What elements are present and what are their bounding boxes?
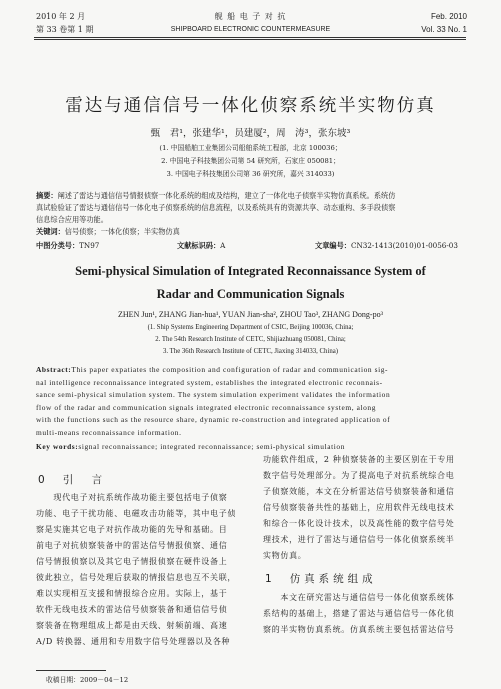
affiliation-cn-2: 2. 中国电子科技集团公司第 54 研究所，石家庄 050081； xyxy=(161,157,340,165)
doc-code-row xyxy=(177,240,225,252)
abstract-en-line: sance semi-physical simulation system. The system simulation experiment validates the information xyxy=(36,390,391,399)
text-line: 前电子对抗侦察装备中的雷达信号情报侦察、通信 xyxy=(36,541,228,550)
abstract-en-label: Abstract: xyxy=(36,365,72,374)
affiliation-cn-1: (1. 中国船舶工业集团公司船舶系统工程部，北京 100036； xyxy=(159,144,342,152)
affiliation-en-3: 3. The 36th Research Institute of CETC, Jiaxing 314033, China) xyxy=(162,348,339,355)
footnote-rule xyxy=(36,670,106,671)
authors-cn: 甄 君¹，张建华¹，员建厦²，周 涛³，张东坡³ xyxy=(150,128,351,139)
text-line: 数字信号处理部分。为了提高电子对抗系统综合电 xyxy=(263,471,455,480)
text-line: 彼此独立，信号处理后获取的情报信息也互不关联， xyxy=(36,573,237,582)
section-1-heading xyxy=(265,571,377,586)
right-column-text-b xyxy=(263,590,467,638)
class-no-label: 中图分类号： xyxy=(36,241,80,250)
doc-code: A xyxy=(220,241,226,250)
header-volume-en: Vol. 33 No. 1 xyxy=(421,25,467,34)
affiliation-cn-3: 3. 中国电子科技集团公司第 36 研究所，嘉兴 314033) xyxy=(166,170,335,178)
section-1-number: 1 xyxy=(265,573,276,585)
header-journal-en: SHIPBOARD ELECTRONIC COUNTERMEASURE xyxy=(170,26,331,33)
text-line: 功能、电子干扰功能、电磁攻击功能等，其中电子侦 xyxy=(36,509,237,518)
keywords-en-label: Key words: xyxy=(36,442,79,451)
text-line: 软件无线电技术的雷达信号侦察装备和通信信号侦 xyxy=(36,605,228,614)
text-line: 察是实施其它电子对抗作战功能的先导和基础。目 xyxy=(36,525,228,534)
left-column-text xyxy=(36,490,248,650)
abstract-cn xyxy=(36,190,466,238)
affiliation-en-2: 2. The 54th Research Institute of CETC, Shijiazhuang 050081, China; xyxy=(155,336,346,343)
text-line: 理技术，进行了雷达与通信信号一体化侦察系统半 xyxy=(263,535,455,544)
affiliation-en-1: (1. Ship Systems Engineering Department of CSIC, Beijing 100036, China; xyxy=(147,324,354,331)
paper-title-en-line-1: Semi-physical Simulation of Integrated Reconnaissance System of xyxy=(75,264,426,278)
keywords-en: signal reconnaissance; integrated reconnaissance; semi-physical simulation xyxy=(78,442,346,451)
keywords-cn: 信号侦察；一体化侦察；半实物仿真 xyxy=(64,227,180,236)
article-no-row xyxy=(315,240,458,252)
header-rule-2 xyxy=(34,39,466,40)
header-date-en: Feb. 2010 xyxy=(430,12,467,21)
abstract-cn-line: 真试验验证了雷达与通信信号一体化电子侦察系统的信息流程，以及系统具有的资源共享、动态重构、多手段侦察 xyxy=(36,203,396,212)
text-line: 系结构的基础上，搭建了雷达与通信信号一体化侦 xyxy=(263,609,455,618)
text-line: 信号情报侦察以及其它电子情报侦察在硬件设备上 xyxy=(36,557,228,566)
section-0-title: 引 言 xyxy=(62,474,107,486)
text-line: 实物仿真。 xyxy=(263,551,307,560)
text-line: 功能软件组成，2 种侦察装备的主要区别在于专用 xyxy=(263,455,455,464)
text-line: 和综合一体化设计技术，以及高性能的数字信号处 xyxy=(263,519,455,528)
abstract-cn-line: 阐述了雷达与通信信号情报侦察一体化系统的组成及结构，建立了一体化电子侦察半实物仿真系统。系统仿 xyxy=(57,191,396,200)
paper-title-cn: 雷达与通信信号一体化侦察系统半实物仿真 xyxy=(65,96,436,116)
abstract-en-line: This paper expatiates the composition and configuration of radar and communication sig- xyxy=(71,365,389,374)
section-1-title: 仿真系统组成 xyxy=(289,573,377,585)
section-0-number: 0 xyxy=(38,474,49,486)
keywords-cn-label: 关键词： xyxy=(36,227,65,236)
header-volume-cn: 第 33 卷第 1 期 xyxy=(36,25,94,34)
authors-en: ZHEN Jun¹, ZHANG Jian-hua¹, YUAN Jian-sha², ZHOU Tao³, ZHANG Dong-po³ xyxy=(118,310,383,319)
header-journal-cn: 舰 船 电 子 对 抗 xyxy=(214,12,287,21)
text-line: 现代电子对抗系统作战功能主要包括电子侦察 xyxy=(36,493,228,502)
text-line: A/D 转换器、通用和专用数字信号处理器以及各种 xyxy=(36,637,231,646)
class-no: TN97 xyxy=(79,241,100,250)
received-date: 收稿日期：2009－04－12 xyxy=(46,676,129,684)
abstract-en-line: with the functions such as the resource share, dynamic re-construction and integrated application of xyxy=(36,415,391,424)
text-line: 信号侦察装备共性的基础上，应用软件无线电技术 xyxy=(263,503,455,512)
doc-code-label: 文献标识码： xyxy=(177,241,221,250)
section-0-heading xyxy=(38,472,106,487)
text-line: 察的半实物仿真系统。仿真系统主要包括雷达信号 xyxy=(263,625,455,634)
text-line: 难以实现相互支援和情报综合应用。实际上，基于 xyxy=(36,589,228,598)
abstract-cn-line: 信息综合应用等功能。 xyxy=(36,215,108,224)
abstract-cn-label: 摘要： xyxy=(36,191,58,200)
article-no: CN32-1413(2010)01-0056-03 xyxy=(350,241,458,250)
article-no-label: 文章编号： xyxy=(315,241,351,250)
abstract-en-line: multi-means reconnaissance information. xyxy=(36,427,182,437)
text-line: 察装备在物理组成上都是由天线、射频前端、高速 xyxy=(36,621,228,630)
paper-title-en-line-2: Radar and Communication Signals xyxy=(156,287,345,301)
text-line: 子侦察效能，本文在分析雷达信号侦察装备和通信 xyxy=(263,487,455,496)
abstract-en-line: flow of the radar and communication signals integrated electronic reconnaissance system, along xyxy=(36,402,377,412)
header-date-cn: 2010 年 2 月 xyxy=(36,12,86,21)
right-column-text-a xyxy=(263,452,467,564)
abstract-en xyxy=(36,364,466,454)
header-rule xyxy=(34,37,466,38)
abstract-en-line: nal intelligence reconnaissance integrated system, establishes the integrated electronic reconnais- xyxy=(36,377,383,387)
text-line: 本文在研究雷达与通信信号一体化侦察系统体 xyxy=(263,593,455,602)
